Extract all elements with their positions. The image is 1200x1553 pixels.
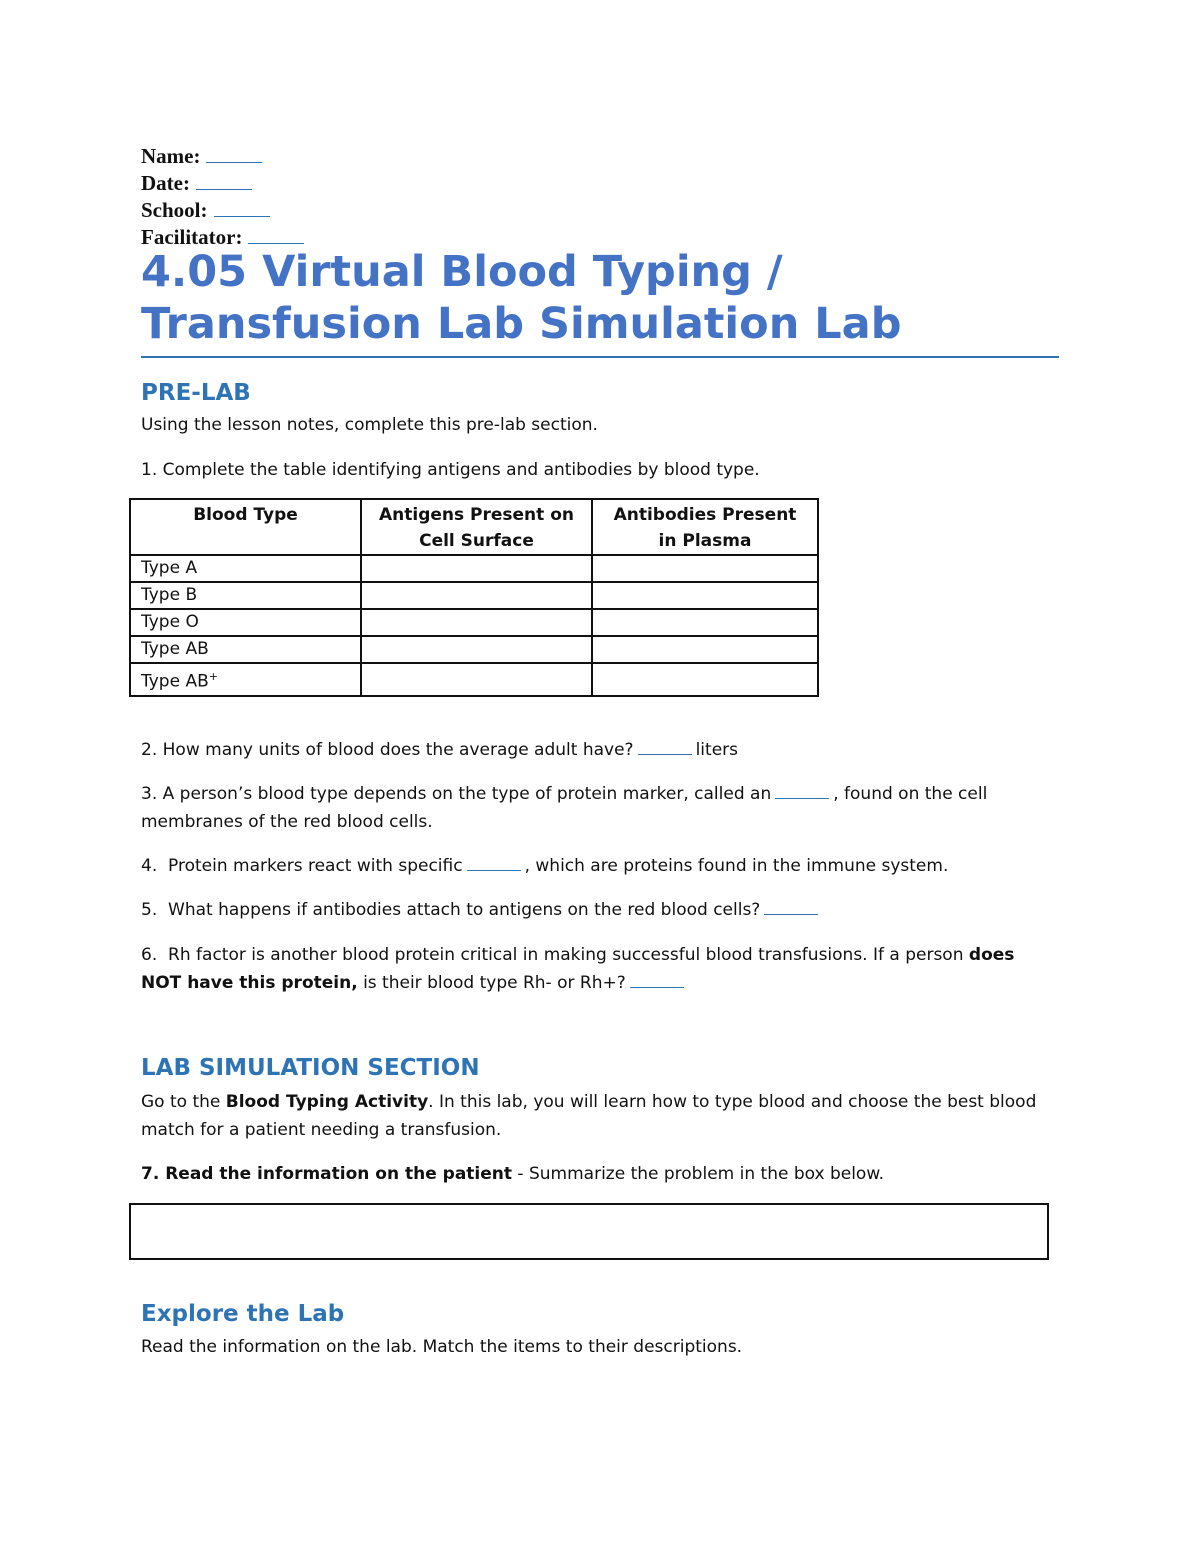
question-4 — [141, 852, 1061, 880]
question-6-text: Rh factor is another blood protein critical in making successful blood transfusions. If a person — [168, 945, 964, 965]
question-2-unit: liters — [695, 740, 738, 760]
question-5-text: What happens if antibodies attach to antigens on the red blood cells? — [168, 900, 761, 920]
lab-instructions — [141, 1088, 1051, 1144]
question-5-number: 5. — [141, 900, 158, 920]
blood-type-cell: Type O — [130, 609, 361, 636]
header-blood-type: Blood Type — [130, 499, 361, 555]
blood-type-text: Type AB — [141, 671, 209, 692]
header-antigens: Antigens Present on Cell Surface — [361, 499, 592, 555]
lab-go-to-text: Go to the — [141, 1092, 221, 1112]
school-label: School: — [141, 198, 208, 222]
prelab-intro: Using the lesson notes, complete this pre-lab section. — [141, 415, 598, 435]
question-3-text: A person’s blood type depends on the type of protein marker, called an — [162, 784, 772, 804]
antigens-cell[interactable] — [361, 609, 592, 636]
antigens-cell[interactable] — [361, 636, 592, 663]
blood-type-cell — [130, 663, 361, 696]
question-6-blank[interactable] — [630, 973, 684, 988]
facilitator-label: Facilitator: — [141, 225, 243, 249]
blood-type-table — [129, 498, 819, 697]
lab-instructions-text: . In this lab, you will learn how to type blood and choose the best blood match for a patient needing a transfusion. — [141, 1092, 1037, 1140]
table-row — [130, 609, 818, 636]
prelab-heading: PRE-LAB — [141, 380, 251, 406]
table-header-row — [130, 499, 818, 555]
facilitator-blank[interactable] — [248, 227, 304, 244]
rh-superscript: + — [208, 670, 218, 683]
name-field[interactable] — [141, 143, 304, 170]
lab-simulation-heading: LAB SIMULATION SECTION — [141, 1055, 480, 1081]
name-blank[interactable] — [206, 146, 262, 163]
question-1 — [141, 456, 1061, 484]
antibodies-cell[interactable] — [592, 555, 818, 582]
question-2-text: How many units of blood does the average adult have? — [162, 740, 634, 760]
question-6-text-end: is their blood type Rh- or Rh+? — [363, 973, 626, 993]
question-4-text: Protein markers react with specific — [168, 856, 463, 876]
question-6 — [141, 941, 1036, 997]
explore-heading: Explore the Lab — [141, 1301, 345, 1327]
table-row — [130, 555, 818, 582]
question-6-number: 6. — [141, 945, 158, 965]
blood-type-cell: Type B — [130, 582, 361, 609]
question-3-number: 3. — [141, 784, 158, 804]
student-info-block — [141, 143, 304, 251]
antigens-cell[interactable] — [361, 555, 592, 582]
blood-type-cell: Type A — [130, 555, 361, 582]
date-field[interactable] — [141, 170, 304, 197]
question-3 — [141, 780, 1021, 836]
school-field[interactable] — [141, 197, 304, 224]
blood-typing-activity-link[interactable]: Blood Typing Activity — [225, 1092, 429, 1112]
table-row — [130, 636, 818, 663]
blood-type-cell: Type AB — [130, 636, 361, 663]
antibodies-cell[interactable] — [592, 636, 818, 663]
question-1-text: Complete the table identifying antigens and antibodies by blood type. — [162, 460, 760, 480]
date-blank[interactable] — [196, 173, 252, 190]
antibodies-cell[interactable] — [592, 582, 818, 609]
question-4-number: 4. — [141, 856, 158, 876]
date-label: Date: — [141, 171, 190, 195]
patient-summary-box[interactable] — [129, 1203, 1049, 1260]
question-7-text: - Summarize the problem in the box below. — [512, 1164, 885, 1184]
name-label: Name: — [141, 144, 201, 168]
antibodies-cell[interactable] — [592, 663, 818, 696]
antigens-cell[interactable] — [361, 663, 592, 696]
question-4-blank[interactable] — [467, 856, 521, 871]
question-3-text-end: , found on the cell membranes of the red blood cells. — [141, 784, 988, 832]
table-row — [130, 582, 818, 609]
question-7 — [141, 1160, 1061, 1188]
question-2 — [141, 736, 1061, 764]
antibodies-cell[interactable] — [592, 609, 818, 636]
question-3-blank[interactable] — [775, 784, 829, 799]
explore-instructions: Read the information on the lab. Match the items to their descriptions. — [141, 1337, 743, 1357]
question-5-blank[interactable] — [764, 900, 818, 915]
title-line-2: Transfusion Lab Simulation Lab — [141, 299, 902, 349]
page-title — [141, 246, 1061, 350]
question-6-emphasis: does NOT have this protein, — [141, 945, 1015, 993]
question-1-number: 1. — [141, 460, 158, 480]
question-5 — [141, 896, 1061, 924]
antigens-cell[interactable] — [361, 582, 592, 609]
question-7-bold: 7. Read the information on the patient — [141, 1164, 513, 1184]
header-antibodies: Antibodies Present in Plasma — [592, 499, 818, 555]
question-2-blank[interactable] — [638, 740, 692, 755]
school-blank[interactable] — [214, 200, 270, 217]
title-divider — [141, 356, 1059, 358]
title-line-1: 4.05 Virtual Blood Typing / — [141, 247, 783, 297]
question-2-number: 2. — [141, 740, 158, 760]
table-row — [130, 663, 818, 696]
question-4-text-end: , which are proteins found in the immune system. — [524, 856, 949, 876]
